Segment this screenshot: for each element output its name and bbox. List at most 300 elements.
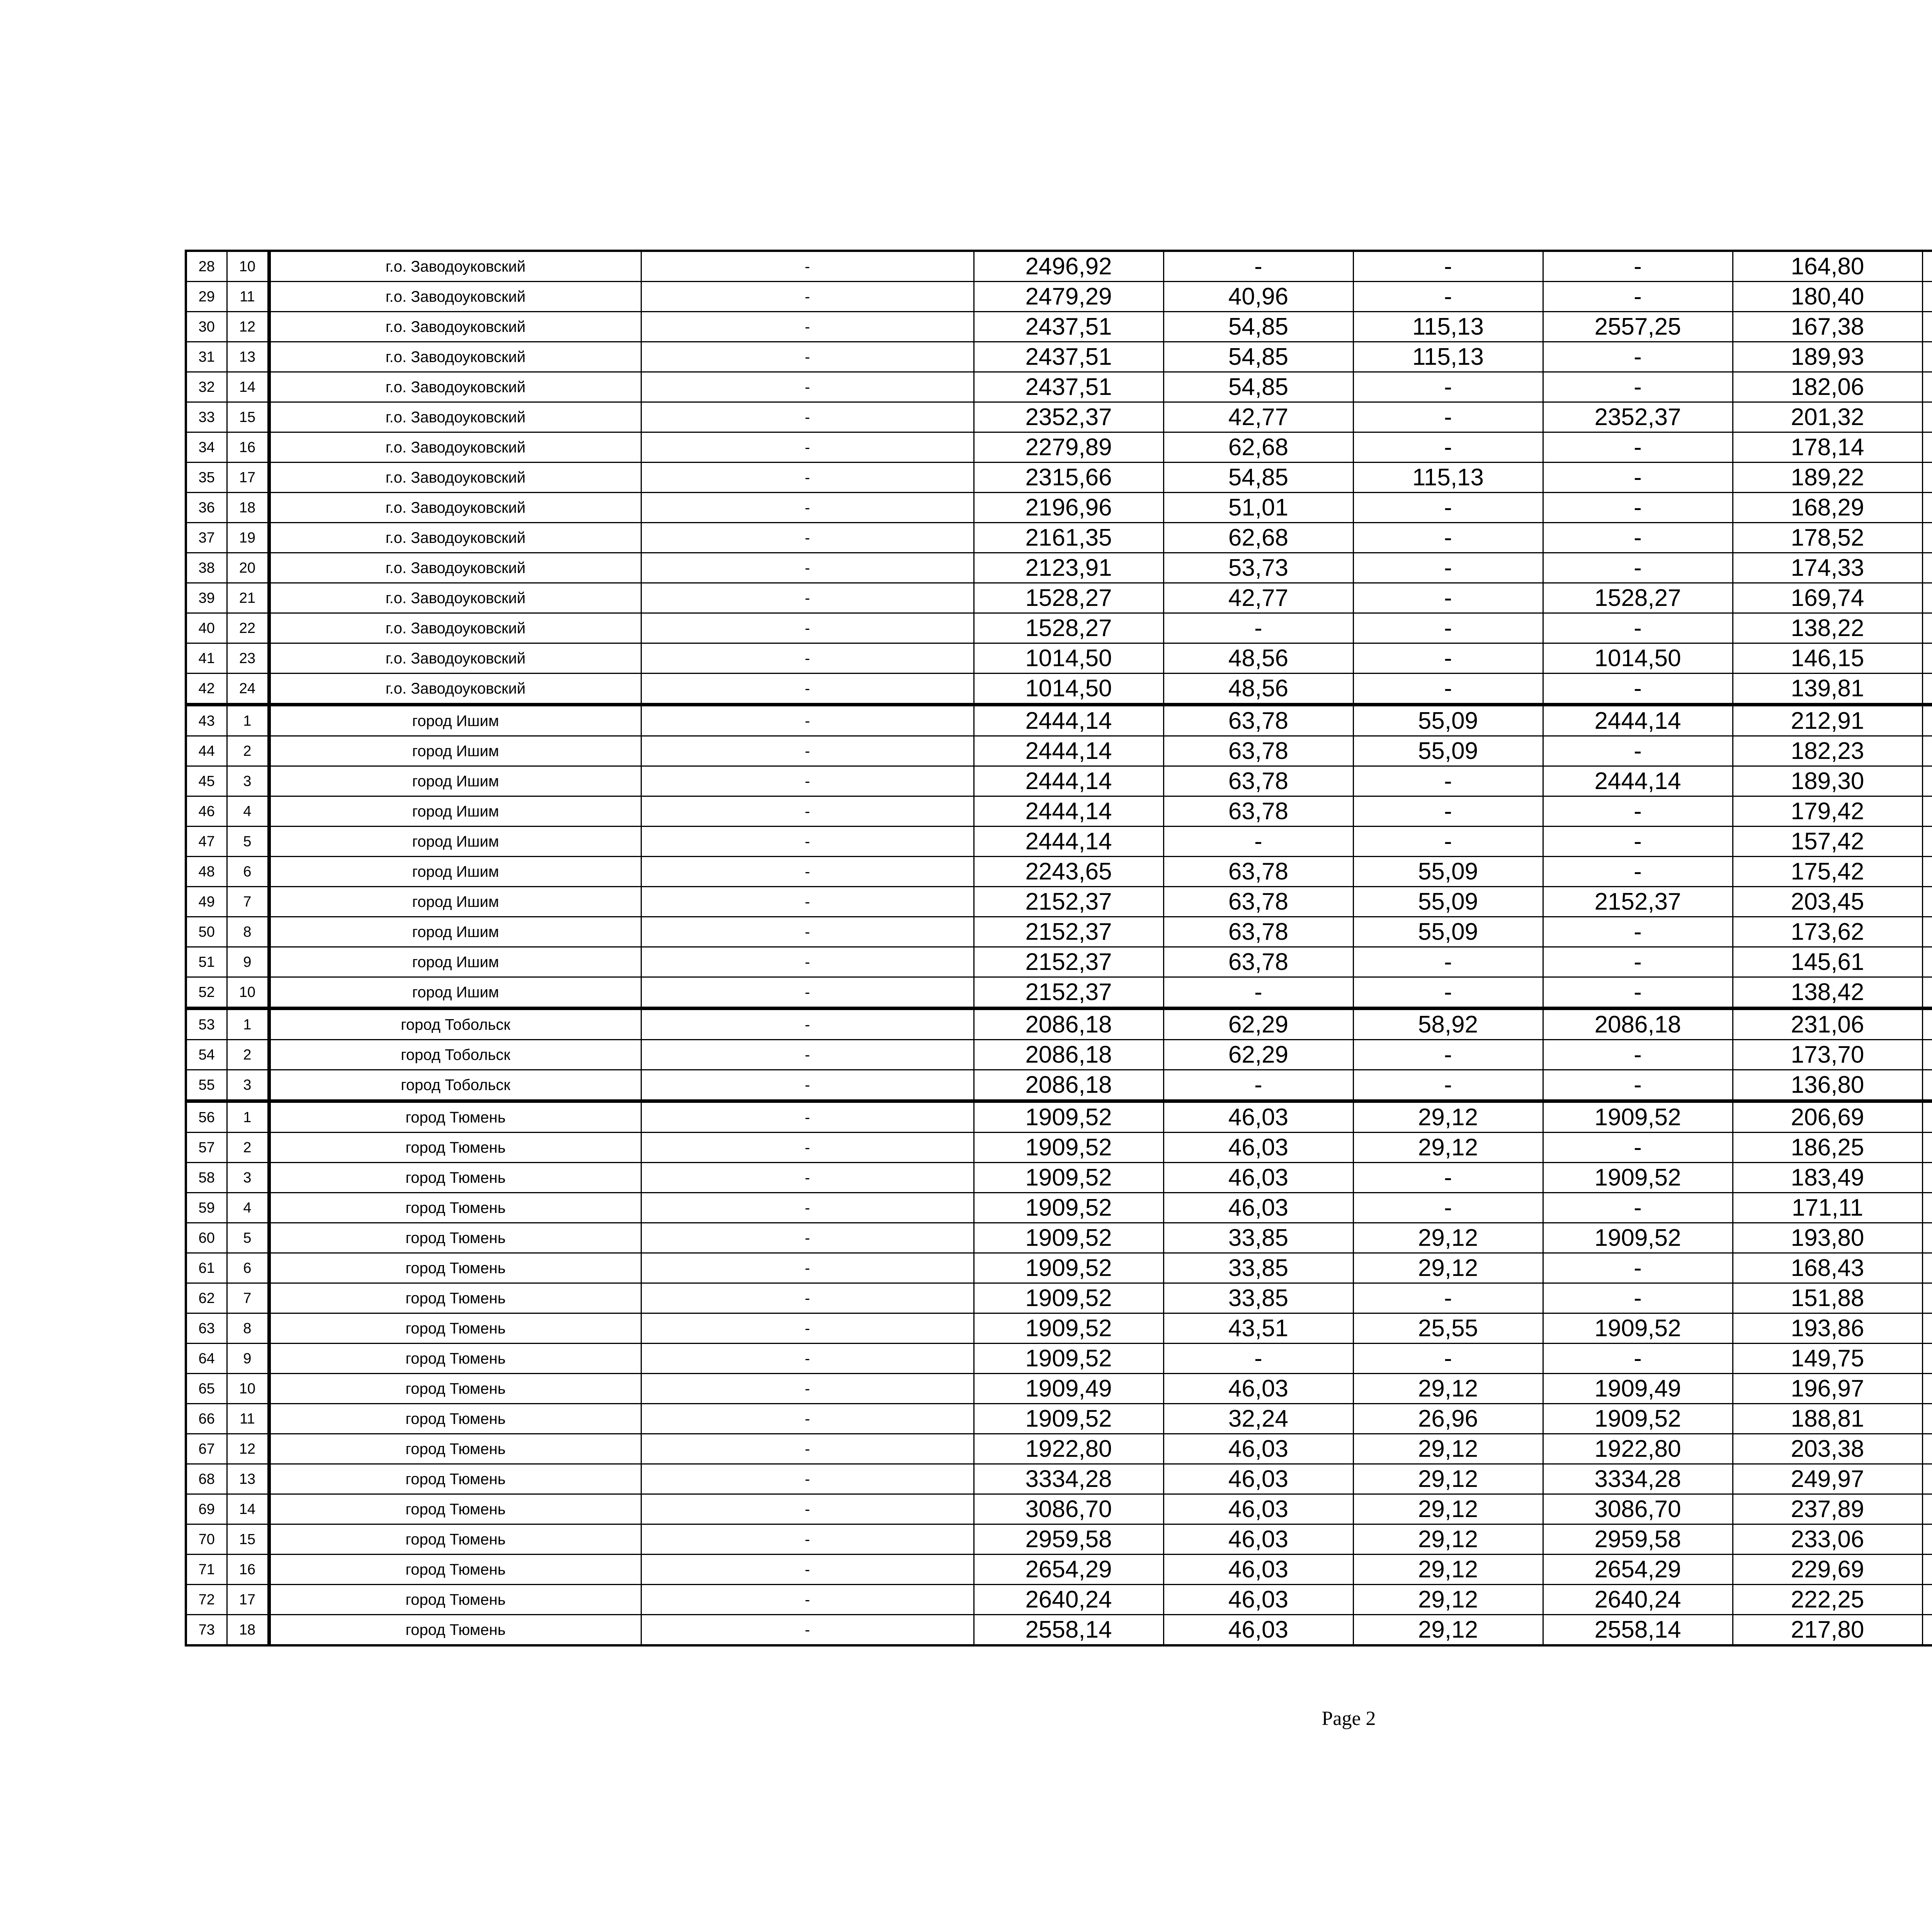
municipality-cell: г.о. Заводоуковский [269,463,641,493]
row-number-cell: 46 [186,796,227,827]
municipality-cell: город Ишим [269,796,641,827]
value-cell [1922,1193,1932,1223]
municipality-cell: город Тюмень [269,1223,641,1253]
value-cell: - [1543,553,1733,583]
value-cell: 206,69 [1733,1101,1922,1133]
placeholder-cell: - [641,796,974,827]
placeholder-cell: - [641,1070,974,1101]
municipality-cell: город Ишим [269,917,641,947]
sub-number-cell: 7 [227,887,269,917]
municipality-cell: город Тюмень [269,1133,641,1163]
value-cell: 145,61 [1733,947,1922,977]
value-cell: 178,14 [1733,432,1922,463]
sub-number-cell: 20 [227,553,269,583]
value-cell: 212,91 [1733,705,1922,736]
placeholder-cell: - [641,553,974,583]
value-cell: - [1353,1344,1543,1374]
value-cell: 233,06 [1733,1524,1922,1555]
sub-number-cell: 1 [227,1009,269,1040]
table-row [186,857,1932,887]
value-cell: 2654,29 [974,1555,1163,1585]
municipality-cell: город Тобольск [269,1009,641,1040]
value-cell: 2444,14 [1543,705,1733,736]
value-cell: 55,09 [1353,887,1543,917]
value-cell: 1922,80 [974,1434,1163,1464]
table-row [186,766,1932,796]
value-cell: 33,85 [1163,1283,1353,1313]
table-row [186,372,1932,402]
placeholder-cell: - [641,1404,974,1434]
value-cell: 62,68 [1163,523,1353,553]
value-cell: - [1543,342,1733,372]
value-cell: 2444,14 [974,827,1163,857]
sub-number-cell: 17 [227,1585,269,1615]
value-cell: 182,23 [1733,736,1922,766]
sub-number-cell: 1 [227,1101,269,1133]
value-cell [1922,857,1932,887]
value-cell [1922,1524,1932,1555]
value-cell [1922,583,1932,613]
value-cell: 182,06 [1733,372,1922,402]
value-cell: 183,49 [1733,1163,1922,1193]
value-cell: 1014,50 [1543,643,1733,674]
value-cell [1922,674,1932,705]
value-cell: - [1543,1133,1733,1163]
value-cell: - [1543,1040,1733,1070]
value-cell: 164,80 [1733,251,1922,282]
value-cell: 54,85 [1163,372,1353,402]
value-cell [1922,887,1932,917]
page-number: Page 2 [1321,1708,1376,1730]
municipality-cell: г.о. Заводоуковский [269,432,641,463]
value-cell [1922,523,1932,553]
value-cell: 136,80 [1733,1070,1922,1101]
table-row [186,1133,1932,1163]
value-cell: 55,09 [1353,857,1543,887]
table-row [186,1494,1932,1524]
row-number-cell: 56 [186,1101,227,1133]
value-cell: - [1353,674,1543,705]
table-row [186,1070,1932,1101]
value-cell: 1909,52 [1543,1223,1733,1253]
value-cell: 168,29 [1733,493,1922,523]
table-row [186,1374,1932,1404]
municipality-cell: г.о. Заводоуковский [269,583,641,613]
value-cell: 2558,14 [974,1615,1163,1646]
sub-number-cell: 6 [227,1253,269,1283]
value-cell: 63,78 [1163,887,1353,917]
value-cell [1922,1163,1932,1193]
value-cell: 2196,96 [974,493,1163,523]
value-cell: 62,29 [1163,1009,1353,1040]
value-cell: 2654,29 [1543,1555,1733,1585]
value-cell [1922,432,1932,463]
table-row [186,613,1932,643]
placeholder-cell: - [641,583,974,613]
sub-number-cell: 3 [227,766,269,796]
row-number-cell: 44 [186,736,227,766]
placeholder-cell: - [641,1344,974,1374]
value-cell [1922,1494,1932,1524]
value-cell [1922,766,1932,796]
value-cell: 3334,28 [1543,1464,1733,1494]
value-cell: 2444,14 [974,705,1163,736]
value-cell: - [1353,643,1543,674]
value-cell: 1909,52 [974,1101,1163,1133]
value-cell: 29,12 [1353,1101,1543,1133]
value-cell: 63,78 [1163,917,1353,947]
value-cell: 46,03 [1163,1133,1353,1163]
table-row [186,1404,1932,1434]
placeholder-cell: - [641,1555,974,1585]
value-cell: 229,69 [1733,1555,1922,1585]
value-cell [1922,372,1932,402]
value-cell: - [1543,432,1733,463]
value-cell: 2640,24 [974,1585,1163,1615]
placeholder-cell: - [641,977,974,1009]
value-cell: - [1353,432,1543,463]
value-cell [1922,1070,1932,1101]
sub-number-cell: 5 [227,827,269,857]
sub-number-cell: 5 [227,1223,269,1253]
value-cell: 62,68 [1163,432,1353,463]
value-cell: 58,92 [1353,1009,1543,1040]
placeholder-cell: - [641,887,974,917]
municipality-cell: город Тюмень [269,1101,641,1133]
value-cell [1922,796,1932,827]
sub-number-cell: 10 [227,977,269,1009]
value-cell: 40,96 [1163,282,1353,312]
table-row [186,1464,1932,1494]
value-cell [1922,493,1932,523]
row-number-cell: 49 [186,887,227,917]
value-cell: - [1353,1163,1543,1193]
value-cell: 2558,14 [1543,1615,1733,1646]
value-cell: - [1353,766,1543,796]
value-cell: - [1543,1253,1733,1283]
value-cell: 2152,37 [974,917,1163,947]
value-cell [1922,1464,1932,1494]
value-cell [1922,1009,1932,1040]
municipality-cell: город Тюмень [269,1283,641,1313]
value-cell: - [1353,251,1543,282]
municipality-cell: город Тюмень [269,1615,641,1646]
value-cell: 151,88 [1733,1283,1922,1313]
row-number-cell: 71 [186,1555,227,1585]
value-cell: 2161,35 [974,523,1163,553]
row-number-cell: 54 [186,1040,227,1070]
value-cell: 1014,50 [974,674,1163,705]
sub-number-cell: 10 [227,1374,269,1404]
sub-number-cell: 6 [227,857,269,887]
value-cell: 1909,52 [974,1344,1163,1374]
placeholder-cell: - [641,1133,974,1163]
value-cell: 1922,80 [1543,1434,1733,1464]
row-number-cell: 50 [186,917,227,947]
value-cell: 1909,49 [1543,1374,1733,1404]
municipality-cell: город Ишим [269,977,641,1009]
sub-number-cell: 13 [227,1464,269,1494]
value-cell: - [1543,493,1733,523]
placeholder-cell: - [641,1434,974,1464]
value-cell [1922,1223,1932,1253]
sub-number-cell: 13 [227,342,269,372]
placeholder-cell: - [641,827,974,857]
placeholder-cell: - [641,643,974,674]
value-cell [1922,1313,1932,1344]
table-row [186,705,1932,736]
table-row [186,947,1932,977]
value-cell: 46,03 [1163,1615,1353,1646]
value-cell: - [1353,827,1543,857]
value-cell: - [1353,523,1543,553]
value-cell: - [1543,251,1733,282]
municipality-cell: г.о. Заводоуковский [269,312,641,342]
table-row [186,251,1932,282]
municipality-cell: город Тюмень [269,1344,641,1374]
row-number-cell: 61 [186,1253,227,1283]
value-cell: 1909,52 [974,1163,1163,1193]
value-cell: 63,78 [1163,736,1353,766]
table-row [186,553,1932,583]
row-number-cell: 33 [186,402,227,432]
row-number-cell: 41 [186,643,227,674]
table-row [186,1313,1932,1344]
value-cell: 3334,28 [974,1464,1163,1494]
table-row [186,1524,1932,1555]
sub-number-cell: 18 [227,1615,269,1646]
value-cell: - [1543,736,1733,766]
row-number-cell: 29 [186,282,227,312]
table-row [186,312,1932,342]
value-cell: - [1543,947,1733,977]
table-row [186,432,1932,463]
value-cell: 48,56 [1163,674,1353,705]
value-cell: 26,96 [1353,1404,1543,1434]
table-row [186,917,1932,947]
value-cell: 63,78 [1163,947,1353,977]
table-row [186,402,1932,432]
value-cell: 237,89 [1733,1494,1922,1524]
value-cell [1922,1133,1932,1163]
value-cell: 138,22 [1733,613,1922,643]
value-cell: 1909,52 [974,1133,1163,1163]
placeholder-cell: - [641,947,974,977]
sub-number-cell: 9 [227,947,269,977]
value-cell: - [1543,1070,1733,1101]
placeholder-cell: - [641,1283,974,1313]
value-cell: - [1353,796,1543,827]
municipality-cell: г.о. Заводоуковский [269,342,641,372]
value-cell: 2959,58 [1543,1524,1733,1555]
value-cell: 32,24 [1163,1404,1353,1434]
table-row [186,583,1932,613]
table-row [186,674,1932,705]
value-cell [1922,1344,1932,1374]
table-row [186,463,1932,493]
sub-number-cell: 17 [227,463,269,493]
value-cell: 201,32 [1733,402,1922,432]
sub-number-cell: 9 [227,1344,269,1374]
value-cell: 2444,14 [974,796,1163,827]
value-cell: 1909,52 [974,1404,1163,1434]
value-cell: 2152,37 [974,977,1163,1009]
row-number-cell: 68 [186,1464,227,1494]
value-cell [1922,977,1932,1009]
sub-number-cell: 23 [227,643,269,674]
value-cell: - [1163,1070,1353,1101]
value-cell: 1909,52 [1543,1101,1733,1133]
municipality-cell: город Ишим [269,827,641,857]
placeholder-cell: - [641,766,974,796]
row-number-cell: 58 [186,1163,227,1193]
sub-number-cell: 2 [227,1133,269,1163]
value-cell: 46,03 [1163,1374,1353,1404]
table-row [186,1040,1932,1070]
value-cell: 2086,18 [1543,1009,1733,1040]
tariff-table [185,250,1932,1647]
value-cell: - [1163,827,1353,857]
table-row [186,1193,1932,1223]
municipality-cell: город Тюмень [269,1434,641,1464]
placeholder-cell: - [641,674,974,705]
value-cell: 222,25 [1733,1585,1922,1615]
value-cell: 29,12 [1353,1615,1543,1646]
value-cell: 29,12 [1353,1464,1543,1494]
value-cell [1922,643,1932,674]
sub-number-cell: 21 [227,583,269,613]
value-cell: - [1543,1283,1733,1313]
table-row [186,1101,1932,1133]
row-number-cell: 52 [186,977,227,1009]
value-cell: 193,80 [1733,1223,1922,1253]
municipality-cell: город Тюмень [269,1494,641,1524]
row-number-cell: 51 [186,947,227,977]
value-cell: - [1163,251,1353,282]
value-cell: 2959,58 [974,1524,1163,1555]
row-number-cell: 42 [186,674,227,705]
placeholder-cell: - [641,1253,974,1283]
value-cell [1922,312,1932,342]
municipality-cell: город Ишим [269,887,641,917]
sub-number-cell: 12 [227,312,269,342]
municipality-cell: город Тюмень [269,1464,641,1494]
placeholder-cell: - [641,1494,974,1524]
value-cell: 180,40 [1733,282,1922,312]
placeholder-cell: - [641,432,974,463]
sub-number-cell: 3 [227,1163,269,1193]
municipality-cell: город Ишим [269,857,641,887]
value-cell: 42,77 [1163,583,1353,613]
value-cell [1922,463,1932,493]
value-cell: 29,12 [1353,1555,1543,1585]
value-cell: 203,38 [1733,1434,1922,1464]
value-cell: 173,70 [1733,1040,1922,1070]
row-number-cell: 62 [186,1283,227,1313]
value-cell [1922,1585,1932,1615]
placeholder-cell: - [641,705,974,736]
value-cell: 46,03 [1163,1163,1353,1193]
value-cell: 3086,70 [1543,1494,1733,1524]
value-cell: 53,73 [1163,553,1353,583]
value-cell: - [1353,977,1543,1009]
value-cell: 3086,70 [974,1494,1163,1524]
value-cell: 146,15 [1733,643,1922,674]
value-cell: - [1543,857,1733,887]
value-cell: 51,01 [1163,493,1353,523]
value-cell: 55,09 [1353,736,1543,766]
value-cell: 2279,89 [974,432,1163,463]
value-cell: 1909,52 [1543,1313,1733,1344]
sub-number-cell: 10 [227,251,269,282]
value-cell: 46,03 [1163,1101,1353,1133]
row-number-cell: 34 [186,432,227,463]
value-cell: 189,30 [1733,766,1922,796]
row-number-cell: 57 [186,1133,227,1163]
table-row [186,887,1932,917]
municipality-cell: город Тюмень [269,1585,641,1615]
value-cell: - [1543,917,1733,947]
row-number-cell: 70 [186,1524,227,1555]
sub-number-cell: 11 [227,1404,269,1434]
value-cell: 189,22 [1733,463,1922,493]
value-cell: 1909,52 [974,1253,1163,1283]
value-cell: 2444,14 [1543,766,1733,796]
municipality-cell: город Тюмень [269,1555,641,1585]
value-cell: 62,29 [1163,1040,1353,1070]
table-row [186,796,1932,827]
value-cell [1922,947,1932,977]
value-cell: - [1353,947,1543,977]
row-number-cell: 66 [186,1404,227,1434]
row-number-cell: 55 [186,1070,227,1101]
value-cell: 2437,51 [974,372,1163,402]
table-row [186,1615,1932,1646]
row-number-cell: 53 [186,1009,227,1040]
value-cell: 29,12 [1353,1494,1543,1524]
table-body [186,251,1932,1645]
value-cell: 1909,52 [1543,1163,1733,1193]
value-cell: 2444,14 [974,766,1163,796]
municipality-cell: город Ишим [269,947,641,977]
value-cell [1922,1434,1932,1464]
value-cell: 1528,27 [974,613,1163,643]
value-cell: 1909,52 [974,1223,1163,1253]
value-cell: 46,03 [1163,1524,1353,1555]
sub-number-cell: 15 [227,1524,269,1555]
value-cell: 33,85 [1163,1223,1353,1253]
value-cell [1922,705,1932,736]
value-cell: 169,74 [1733,583,1922,613]
value-cell: 2437,51 [974,342,1163,372]
value-cell: 46,03 [1163,1193,1353,1223]
row-number-cell: 69 [186,1494,227,1524]
municipality-cell: город Тюмень [269,1404,641,1434]
table-row [186,1283,1932,1313]
table-row [186,493,1932,523]
table-row [186,1163,1932,1193]
value-cell: 55,09 [1353,917,1543,947]
value-cell: 1909,52 [974,1283,1163,1313]
value-cell: 46,03 [1163,1464,1353,1494]
value-cell: 2640,24 [1543,1585,1733,1615]
sub-number-cell: 19 [227,523,269,553]
municipality-cell: г.о. Заводоуковский [269,643,641,674]
value-cell: - [1543,796,1733,827]
value-cell: 54,85 [1163,463,1353,493]
value-cell: - [1353,1193,1543,1223]
row-number-cell: 47 [186,827,227,857]
